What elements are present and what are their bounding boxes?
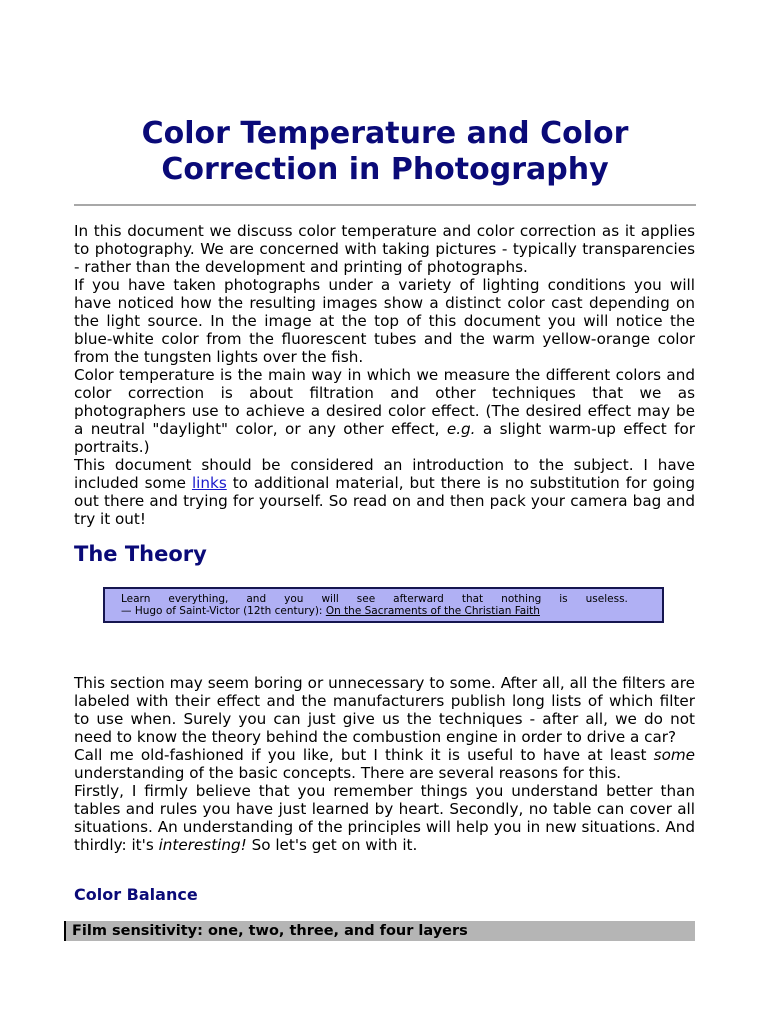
- theory-paragraph-1: This section may seem boring or unnecessary to some. After all, all the filters are labeled with their effect and the manufacturers publish long lists of which filter to use when. Surely you can just give us the techniques - after all, we do not need to know the theory behind the combustion engine in order to drive a car?: [74, 674, 695, 746]
- quote-source-link[interactable]: On the Sacraments of the Christian Faith: [325, 605, 540, 617]
- some-emphasis: some: [653, 746, 696, 764]
- intro-section: [74, 222, 695, 528]
- quote-attribution: [121, 605, 628, 617]
- quote-word: useless.: [585, 593, 628, 605]
- quote-word: afterward: [393, 593, 444, 605]
- quote-word: nothing: [501, 593, 542, 605]
- theory-section: [74, 674, 695, 854]
- quote-word: Learn: [121, 593, 151, 605]
- intro-paragraph-3-text: Color temperature is the main way in which we measure the different colors and color correction is about filtration and other techniques that we as photographers use to achieve a desired color effect. (The desired effect may be a neutral "daylight" color, or any other effect,: [74, 366, 695, 438]
- quote-word: you: [284, 593, 304, 605]
- eg-emphasis: e.g.: [446, 420, 476, 438]
- quote-word: see: [356, 593, 376, 605]
- theory-paragraph-3-end: So let's get on with it.: [251, 836, 418, 854]
- theory-paragraph-2: [74, 746, 695, 782]
- intro-paragraph-4-text: This document should be considered an introduction to the subject. I have included some: [74, 456, 695, 492]
- quote-word: and: [246, 593, 267, 605]
- film-sensitivity-heading: Film sensitivity: one, two, three, and four layers: [64, 921, 695, 941]
- color-balance-heading: Color Balance: [74, 885, 198, 904]
- intro-paragraph-2: If you have taken photographs under a variety of lighting conditions you will have noticed how the resulting images show a distinct color cast depending on the light source. In the image at the top of this document you will notice the blue-white color from the fluorescent tubes and the warm yellow-orange color from the tungsten lights over the fish.: [74, 276, 695, 366]
- intro-paragraph-4-end: to additional material, but there is no substitution for going out there and trying for yourself. So read on and then pack your camera bag and try it out!: [74, 474, 695, 528]
- quote-word: that: [461, 593, 484, 605]
- theory-paragraph-3-text: Firstly, I firmly believe that you remember things you understand better than tables and rules you have just learned by heart. Secondly, no table can cover all situations. An understanding of the principles will help you in new situations. And thirdly: it's: [74, 782, 695, 854]
- theory-paragraph-3: [74, 782, 695, 854]
- title-divider: [74, 204, 696, 206]
- theory-paragraph-2-end: understanding of the basic concepts. There are several reasons for this.: [74, 764, 622, 782]
- intro-paragraph-3: [74, 366, 695, 456]
- quote-word: will: [321, 593, 339, 605]
- intro-paragraph-3-end: a slight warm-up effect for portraits.): [74, 420, 695, 456]
- quote-author: — Hugo of Saint-Victor (12th century):: [121, 605, 323, 617]
- intro-paragraph-1: In this document we discuss color temperature and color correction as it applies to photography. We are concerned with taking pictures - typically transparencies - rather than the development and printing of photographs.: [74, 222, 695, 276]
- page-title: [74, 116, 696, 188]
- intro-paragraph-4: [74, 456, 695, 528]
- theory-heading: The Theory: [74, 542, 207, 566]
- quote-box: [103, 587, 664, 623]
- page-title-line-2: Correction in Photography: [161, 152, 609, 187]
- interesting-emphasis: interesting!: [158, 836, 247, 854]
- quote-text: [121, 593, 628, 605]
- theory-paragraph-2-text: Call me old-fashioned if you like, but I think it is useful to have at least: [74, 746, 647, 764]
- quote-word: is: [559, 593, 568, 605]
- links-link[interactable]: links: [191, 474, 227, 492]
- page-title-line-1: Color Temperature and Color: [141, 116, 629, 151]
- quote-word: everything,: [168, 593, 229, 605]
